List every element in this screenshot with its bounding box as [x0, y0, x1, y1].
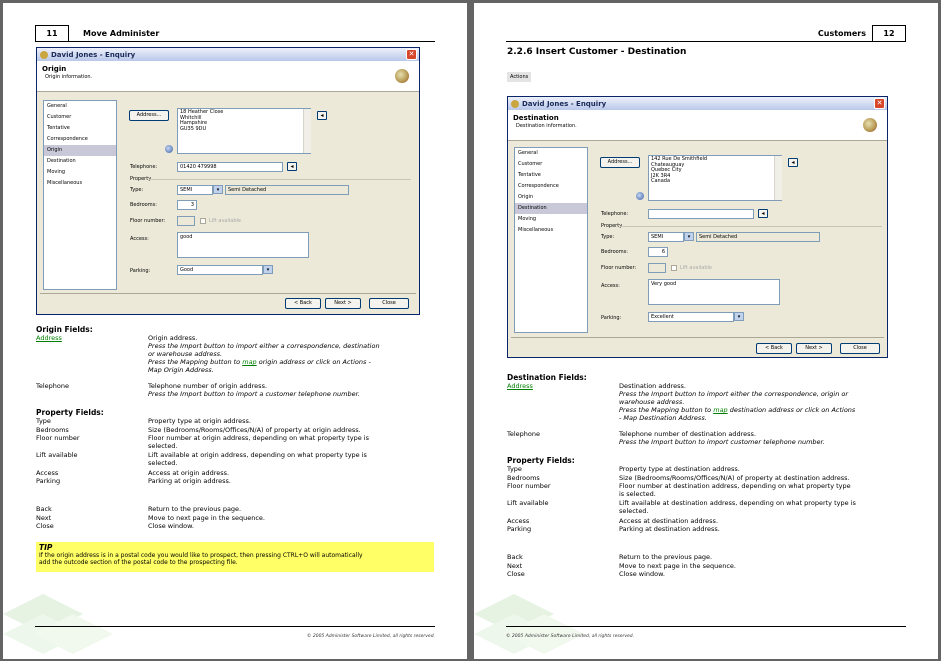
logo-icon — [863, 118, 877, 132]
back-button[interactable]: < Back — [285, 298, 321, 309]
nav-item[interactable]: Customer — [518, 161, 543, 167]
nav-item[interactable]: Miscellaneous — [518, 227, 554, 233]
nav-item[interactable]: General — [47, 103, 67, 109]
lift-label: Lift available — [209, 218, 241, 224]
address-field[interactable] — [648, 155, 782, 201]
property-group-rule — [620, 226, 882, 227]
type-description: Semi Detached — [696, 232, 820, 242]
desc-line: Telephone number of destination address. — [619, 430, 756, 438]
field-key: Bedrooms — [36, 425, 69, 434]
app-icon — [40, 51, 48, 59]
tip-title: TIP — [39, 543, 53, 552]
lift-checkbox[interactable] — [671, 265, 677, 271]
field-description — [619, 382, 909, 422]
address-line: Chateauguay — [651, 161, 685, 168]
field-key: Next — [36, 513, 52, 522]
lift-label: Lift available — [680, 265, 712, 271]
parking-label: Parking: — [601, 315, 622, 321]
nav-item[interactable]: Correspondence — [518, 183, 559, 189]
footer-copyright: © 2005 Administer Software Limited, all rights reserved. — [306, 634, 435, 639]
type-description: Semi Detached — [225, 185, 349, 195]
field-description: Return to the previous page. — [148, 505, 242, 513]
field-description: Lift available at destination address, depending on what property type is — [619, 499, 856, 508]
telephone-label: Telephone: — [130, 164, 158, 170]
type-select[interactable]: SEMI — [177, 185, 213, 195]
field-key: Access — [507, 516, 530, 525]
window-header — [37, 61, 419, 92]
address-scrollbar[interactable] — [774, 156, 782, 200]
nav-item[interactable]: Tentative — [47, 125, 70, 131]
field-description: Close window. — [619, 570, 665, 579]
nav-list — [43, 100, 117, 290]
enquiry-window — [507, 96, 888, 358]
field-description: Return to the previous page. — [619, 553, 713, 561]
close-icon[interactable]: ✕ — [874, 98, 885, 109]
field-key: Telephone — [507, 430, 541, 438]
field-description: Lift available at origin address, depending on what property type is — [148, 451, 367, 460]
field-key-link[interactable]: Address — [36, 334, 62, 342]
field-key: Type — [36, 417, 51, 425]
next-button[interactable]: Next > — [325, 298, 361, 309]
page-number: 12 — [872, 25, 906, 42]
field-description: Property type at origin address. — [148, 417, 251, 425]
telephone-label: Telephone: — [601, 211, 629, 217]
chevron-down-icon[interactable]: ▾ — [684, 232, 694, 241]
desc-line: Telephone number of origin address. — [148, 382, 268, 390]
field-description: Parking at origin address. — [148, 477, 231, 486]
address-line: J2K 3R4 — [651, 172, 671, 179]
next-button[interactable]: Next > — [796, 343, 832, 354]
field-description — [148, 382, 438, 398]
floor-number-label: Floor number: — [601, 265, 637, 271]
close-icon[interactable]: ✕ — [406, 49, 417, 60]
field-description: Size (Bedrooms/Rooms/Offices/N/A) of property at origin address. — [148, 425, 361, 434]
chapter-title: Customers — [817, 29, 866, 38]
window-titlebar — [37, 48, 419, 61]
address-line: Quebec City — [651, 167, 682, 174]
desc-line: Press the Import button to import customer telephone number. — [619, 438, 825, 446]
desc-line: or warehouse address. — [148, 350, 223, 358]
field-description: Close window. — [148, 522, 194, 531]
nav-item[interactable]: General — [518, 150, 538, 156]
desc-line: Press the Import button to import a customer telephone number. — [148, 390, 360, 398]
type-select[interactable]: SEMI — [648, 232, 684, 242]
desc-line: Origin address. — [148, 334, 198, 342]
window-header — [508, 110, 887, 141]
chevron-down-icon[interactable]: ▾ — [213, 185, 223, 194]
parking-label: Parking: — [130, 268, 151, 274]
chapter-title: Move Administer — [83, 29, 160, 38]
field-key: Close — [36, 522, 54, 531]
field-key: Access — [36, 468, 59, 477]
desc-line: - Map Destination Address. — [619, 414, 707, 422]
header-rule — [506, 41, 906, 42]
field-description: Property type at destination address. — [619, 465, 740, 473]
nav-item[interactable]: Destination — [515, 203, 587, 214]
header-rule — [35, 41, 435, 42]
map-globe-icon[interactable] — [636, 192, 644, 200]
address-line: Whitchill — [180, 114, 202, 121]
field-description: is selected. — [619, 490, 656, 499]
field-key: Type — [507, 465, 522, 473]
field-description: Move to next page in the sequence. — [148, 513, 265, 522]
desc-line: Destination address. — [619, 382, 686, 390]
parking-select[interactable]: Excellent — [648, 312, 734, 322]
field-key: Bedrooms — [507, 473, 540, 482]
section-title: 2.2.6 Insert Customer - Destination — [507, 47, 687, 57]
right-page — [474, 3, 938, 659]
desc-line: Press the Mapping button to map origin address or click on Actions - — [148, 358, 371, 366]
nav-item[interactable]: Customer — [47, 114, 72, 120]
field-key: Next — [507, 561, 523, 570]
footer-rule — [35, 626, 435, 627]
lift-checkbox[interactable] — [200, 218, 206, 224]
field-key: Lift available — [507, 499, 549, 508]
access-label: Access: — [130, 236, 149, 242]
import-address-icon[interactable]: ◂ — [317, 111, 327, 120]
desc-line: Press the Import button to import either the correspondence, origin or — [619, 390, 849, 398]
window-title: David Jones - Enquiry — [522, 99, 607, 108]
field-key: Parking — [507, 525, 532, 534]
actions-menu[interactable]: Actions — [507, 72, 531, 82]
field-description: Access at destination address. — [619, 516, 719, 525]
access-field[interactable]: good — [177, 232, 309, 258]
chevron-down-icon[interactable]: ▾ — [263, 265, 273, 274]
panel-subheading: Origin information. — [45, 74, 93, 80]
app-icon — [511, 100, 519, 108]
tip-line: If the origin address is in a postal code you would like to prospect, then pressing CTRL+O will automatically — [39, 551, 363, 559]
panel-subheading: Destination information. — [516, 123, 577, 129]
chevron-down-icon[interactable]: ▾ — [734, 312, 744, 321]
field-key: Floor number — [36, 434, 80, 443]
close-button[interactable]: Close — [369, 298, 409, 309]
back-button[interactable]: < Back — [756, 343, 792, 354]
page-number: 11 — [35, 25, 69, 42]
telephone-field[interactable] — [648, 209, 754, 219]
field-description — [148, 334, 438, 374]
field-description: Size (Bedrooms/Rooms/Offices/N/A) of property at destination address. — [619, 473, 850, 482]
button-divider — [511, 337, 884, 338]
access-label: Access: — [601, 283, 620, 289]
floor-number-field[interactable] — [648, 263, 666, 273]
field-key: Parking — [36, 477, 61, 486]
type-label: Type: — [130, 187, 144, 193]
field-description — [619, 430, 909, 446]
footer-rule — [506, 626, 906, 627]
field-description: selected. — [148, 442, 178, 451]
map-link[interactable]: map — [713, 406, 728, 414]
map-link[interactable]: map — [242, 358, 257, 366]
access-field[interactable]: Very good — [648, 279, 780, 305]
address-line: Hampshire — [180, 120, 208, 127]
desc-line: Press the Mapping button to map destination address or click on Actions — [619, 406, 856, 414]
import-address-icon[interactable]: ◂ — [788, 158, 798, 167]
nav-item[interactable]: Correspondence — [47, 136, 88, 142]
field-key: Telephone — [36, 382, 70, 390]
parking-select[interactable]: Good — [177, 265, 263, 275]
footer-copyright: © 2005 Administer Software Limited, all rights reserved. — [506, 634, 635, 639]
watermark-graphic — [3, 539, 153, 659]
destination-fields-heading: Destination Fields: — [507, 373, 587, 382]
bedrooms-label: Bedrooms: — [130, 202, 157, 208]
address-button[interactable]: Address... — [129, 110, 169, 121]
field-description: selected. — [619, 507, 649, 516]
address-line: 142 Rue De Smithfield — [651, 156, 708, 162]
desc-line: Press the Import button to import either a correspondence, destination — [148, 342, 380, 350]
property-group-label: Property — [130, 176, 152, 182]
field-key: Lift available — [36, 451, 78, 460]
nav-item[interactable]: Miscellaneous — [47, 180, 83, 186]
address-line: GU35 9DU — [180, 125, 207, 132]
field-key: Back — [507, 553, 523, 561]
field-description: Floor number at destination address, depending on what property type — [619, 482, 851, 491]
panel-heading: Origin — [42, 65, 67, 73]
logo-icon — [395, 69, 409, 83]
floor-number-label: Floor number: — [130, 218, 166, 224]
floor-number-field[interactable] — [177, 216, 195, 226]
property-group-rule — [149, 179, 411, 180]
nav-list — [514, 147, 588, 333]
property-group-label: Property — [601, 223, 623, 229]
desc-line: warehouse address. — [619, 398, 685, 406]
watermark-graphic — [474, 539, 624, 659]
address-line: Canada — [651, 178, 671, 185]
field-key: Floor number — [507, 482, 551, 491]
bedrooms-stepper[interactable]: 3 — [177, 200, 197, 210]
left-page — [3, 3, 467, 659]
address-line: 18 Heather Close — [180, 109, 224, 115]
field-description: Access at origin address. — [148, 468, 230, 477]
desc-line: Map Origin Address. — [148, 366, 214, 374]
field-description: Move to next page in the sequence. — [619, 561, 736, 570]
close-button[interactable]: Close — [840, 343, 880, 354]
map-globe-icon[interactable] — [165, 145, 173, 153]
nav-item[interactable]: Destination — [47, 158, 76, 164]
field-description: Floor number at origin address, depending on what property type is — [148, 434, 369, 443]
import-telephone-icon[interactable]: ◂ — [758, 209, 768, 218]
bedrooms-stepper[interactable]: 6 — [648, 247, 668, 257]
import-telephone-icon[interactable]: ◂ — [287, 162, 297, 171]
tip-line: add the outcode section of the postal code to the prospecting file. — [39, 559, 238, 566]
field-key: Back — [36, 505, 52, 513]
window-titlebar — [508, 97, 887, 110]
panel-heading: Destination — [513, 114, 559, 122]
type-label: Type: — [601, 234, 615, 240]
field-description: Parking at destination address. — [619, 525, 720, 534]
nav-item[interactable]: Origin — [518, 194, 534, 200]
nav-item[interactable]: Tentative — [518, 172, 541, 178]
origin-fields-heading: Origin Fields: — [36, 325, 93, 334]
nav-item[interactable]: Moving — [47, 169, 66, 175]
field-description: selected. — [148, 459, 178, 468]
nav-item[interactable]: Origin — [44, 145, 116, 156]
field-key: Close — [507, 570, 525, 579]
bedrooms-label: Bedrooms: — [601, 249, 628, 255]
address-field[interactable] — [177, 108, 311, 154]
window-title: David Jones - Enquiry — [51, 50, 136, 59]
property-fields-heading: Property Fields: — [507, 456, 575, 465]
property-fields-heading: Property Fields: — [36, 408, 104, 417]
button-divider — [40, 293, 416, 294]
address-button[interactable]: Address... — [600, 157, 640, 168]
nav-item[interactable]: Moving — [518, 216, 537, 222]
address-scrollbar[interactable] — [303, 109, 311, 153]
field-key-link[interactable]: Address — [507, 382, 533, 390]
enquiry-window — [36, 47, 420, 315]
telephone-field[interactable]: 01420 479998 — [177, 162, 283, 172]
